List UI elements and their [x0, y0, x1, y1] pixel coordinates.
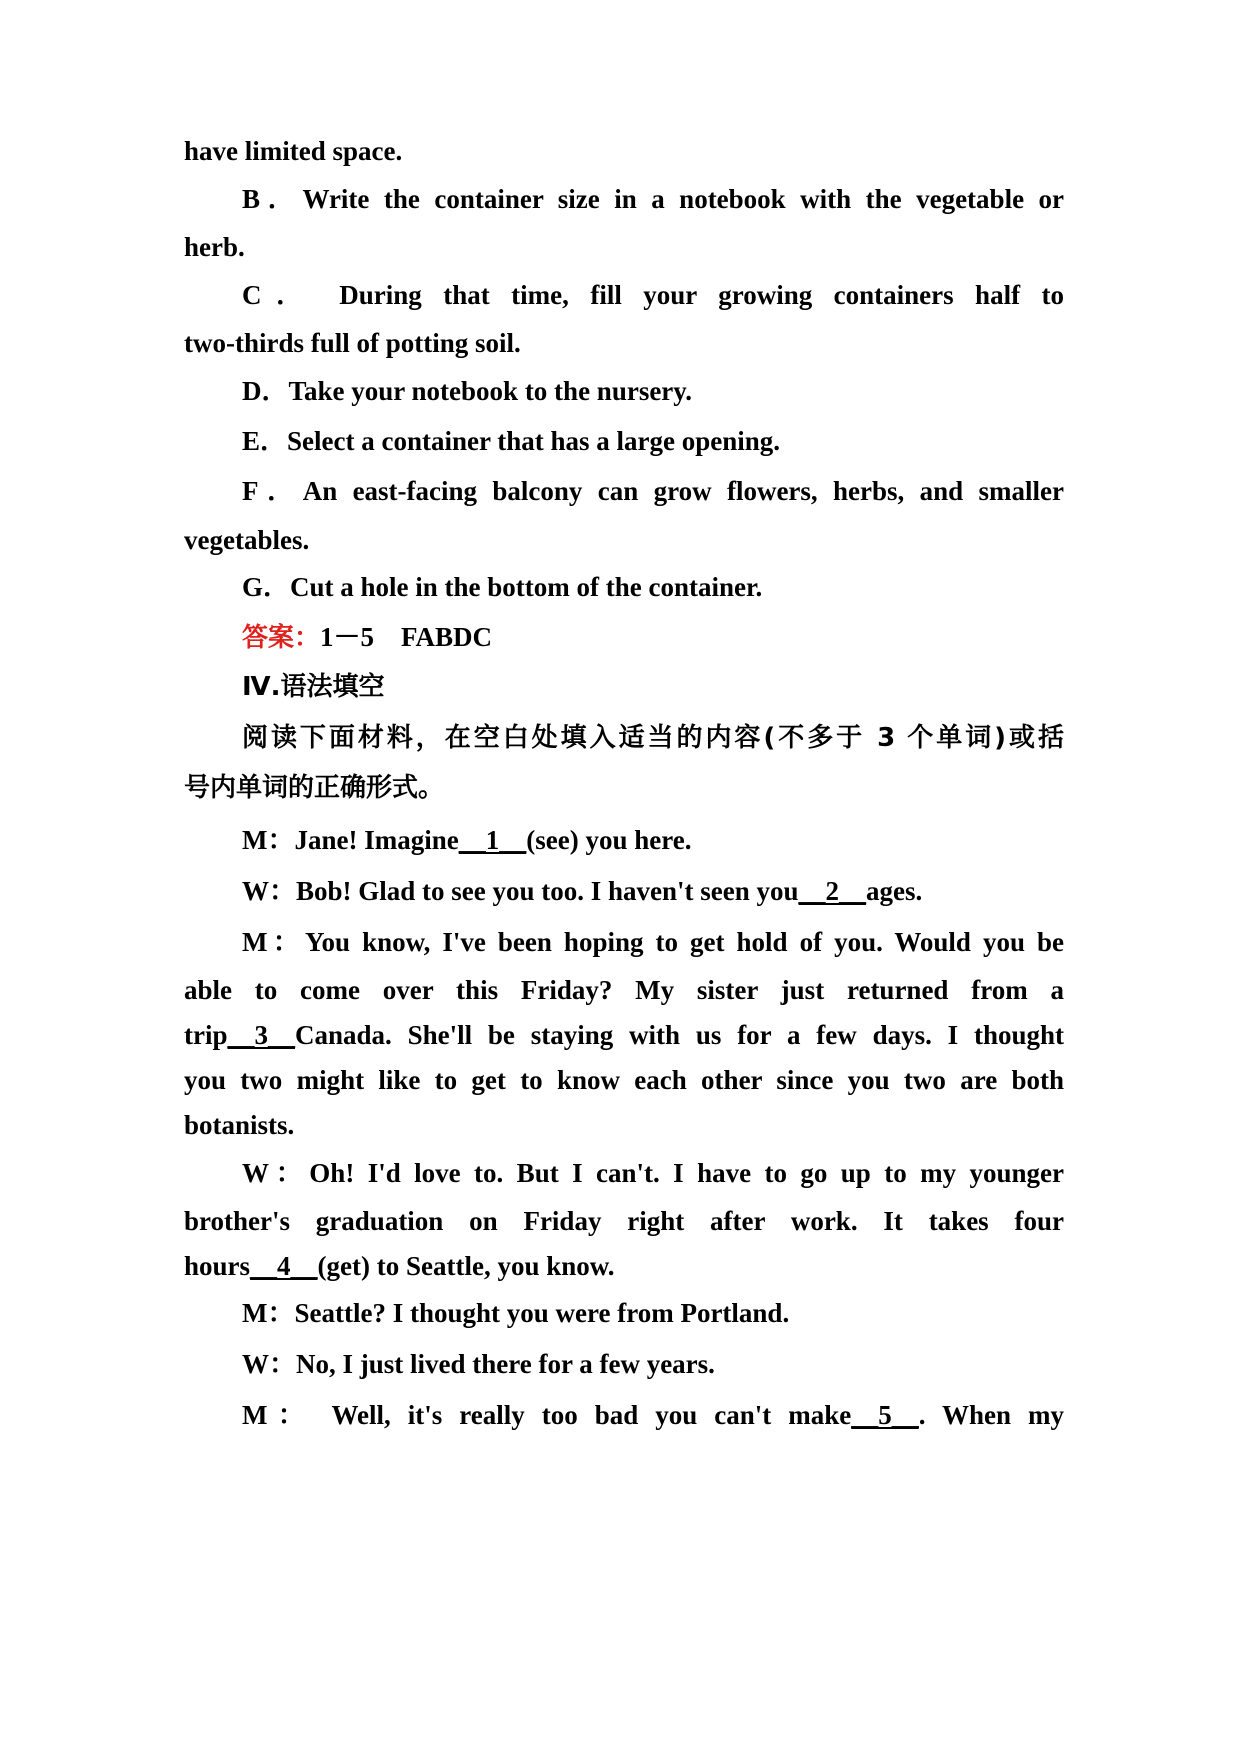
section-title: Ⅳ.语法填空	[242, 672, 385, 702]
option-f-continuation: vegetables.	[184, 525, 310, 555]
section-instruction: 阅读下面材料，在空白处填入适当的内容(不多于 3 个单词)或括	[242, 723, 1064, 753]
blank-2: __2__	[798, 876, 867, 906]
dialog-text: . When my	[918, 1400, 1064, 1430]
dialog-text: W：Bob! Glad to see you too. I haven't seen you	[242, 876, 799, 906]
option-g: G．Cut a hole in the bottom of the container.	[242, 572, 763, 602]
dialog-text: hours	[184, 1251, 251, 1281]
dialog-line-8: W：Oh! I'd love to. But I can't. I have to go up to my younger	[242, 1158, 1064, 1188]
dialog-text: Canada. She'll be staying with us for a few days. I thought	[295, 1020, 1064, 1050]
dialog-line-13	[242, 1398, 1064, 1432]
option-c: C． During that time, fill your growing containers half to	[242, 280, 1064, 310]
dialog-line-9: brother's graduation on Friday right after work. It takes four	[184, 1206, 1064, 1236]
dialog-text: (see) you here.	[526, 825, 692, 855]
dialog-text: ages.	[866, 876, 923, 906]
dialog-line-12: W：No, I just lived there for a few years.	[242, 1349, 715, 1379]
dialog-text: trip	[184, 1020, 228, 1050]
blank-4: __4__	[250, 1251, 318, 1281]
dialog-line-10	[184, 1249, 1064, 1283]
dialog-line-1	[242, 823, 1064, 857]
dialog-text: M：Jane! Imagine	[242, 825, 459, 855]
dialog-line-7: botanists.	[184, 1110, 295, 1140]
option-d: D．Take your notebook to the nursery.	[242, 376, 693, 406]
dialog-line-5	[184, 1018, 1064, 1052]
blank-5: __5__	[851, 1400, 919, 1430]
dialog-line-4: able to come over this Friday? My sister just returned from a	[184, 975, 1064, 1005]
option-a-continuation: have limited space.	[184, 136, 403, 166]
option-b-continuation: herb.	[184, 232, 245, 262]
blank-1: __1__	[458, 825, 527, 855]
answer-text: 1－5 FABDC	[320, 622, 493, 652]
option-b: B．Write the container size in a notebook with the vegetable or	[242, 184, 1064, 214]
section-instruction-continuation: 号内单词的正确形式。	[184, 773, 445, 803]
dialog-text: (get) to Seattle, you know.	[317, 1251, 615, 1281]
dialog-line-2	[242, 874, 1064, 908]
option-f: F．An east-facing balcony can grow flowers, herbs, and smaller	[242, 476, 1064, 506]
option-c-continuation: two-thirds full of potting soil.	[184, 328, 521, 358]
dialog-line-3: M：You know, I've been hoping to get hold of you. Would you be	[242, 927, 1064, 957]
answer-line	[242, 620, 1064, 655]
dialog-text: M： Well, it's really too bad you can't make	[242, 1400, 852, 1430]
blank-3: __3__	[227, 1020, 295, 1050]
dialog-line-11: M：Seattle? I thought you were from Portland.	[242, 1298, 790, 1328]
answer-label: 答案：	[242, 623, 321, 653]
dialog-line-6: you two might like to get to know each other since you two are both	[184, 1065, 1064, 1095]
option-e: E．Select a container that has a large opening.	[242, 426, 780, 456]
